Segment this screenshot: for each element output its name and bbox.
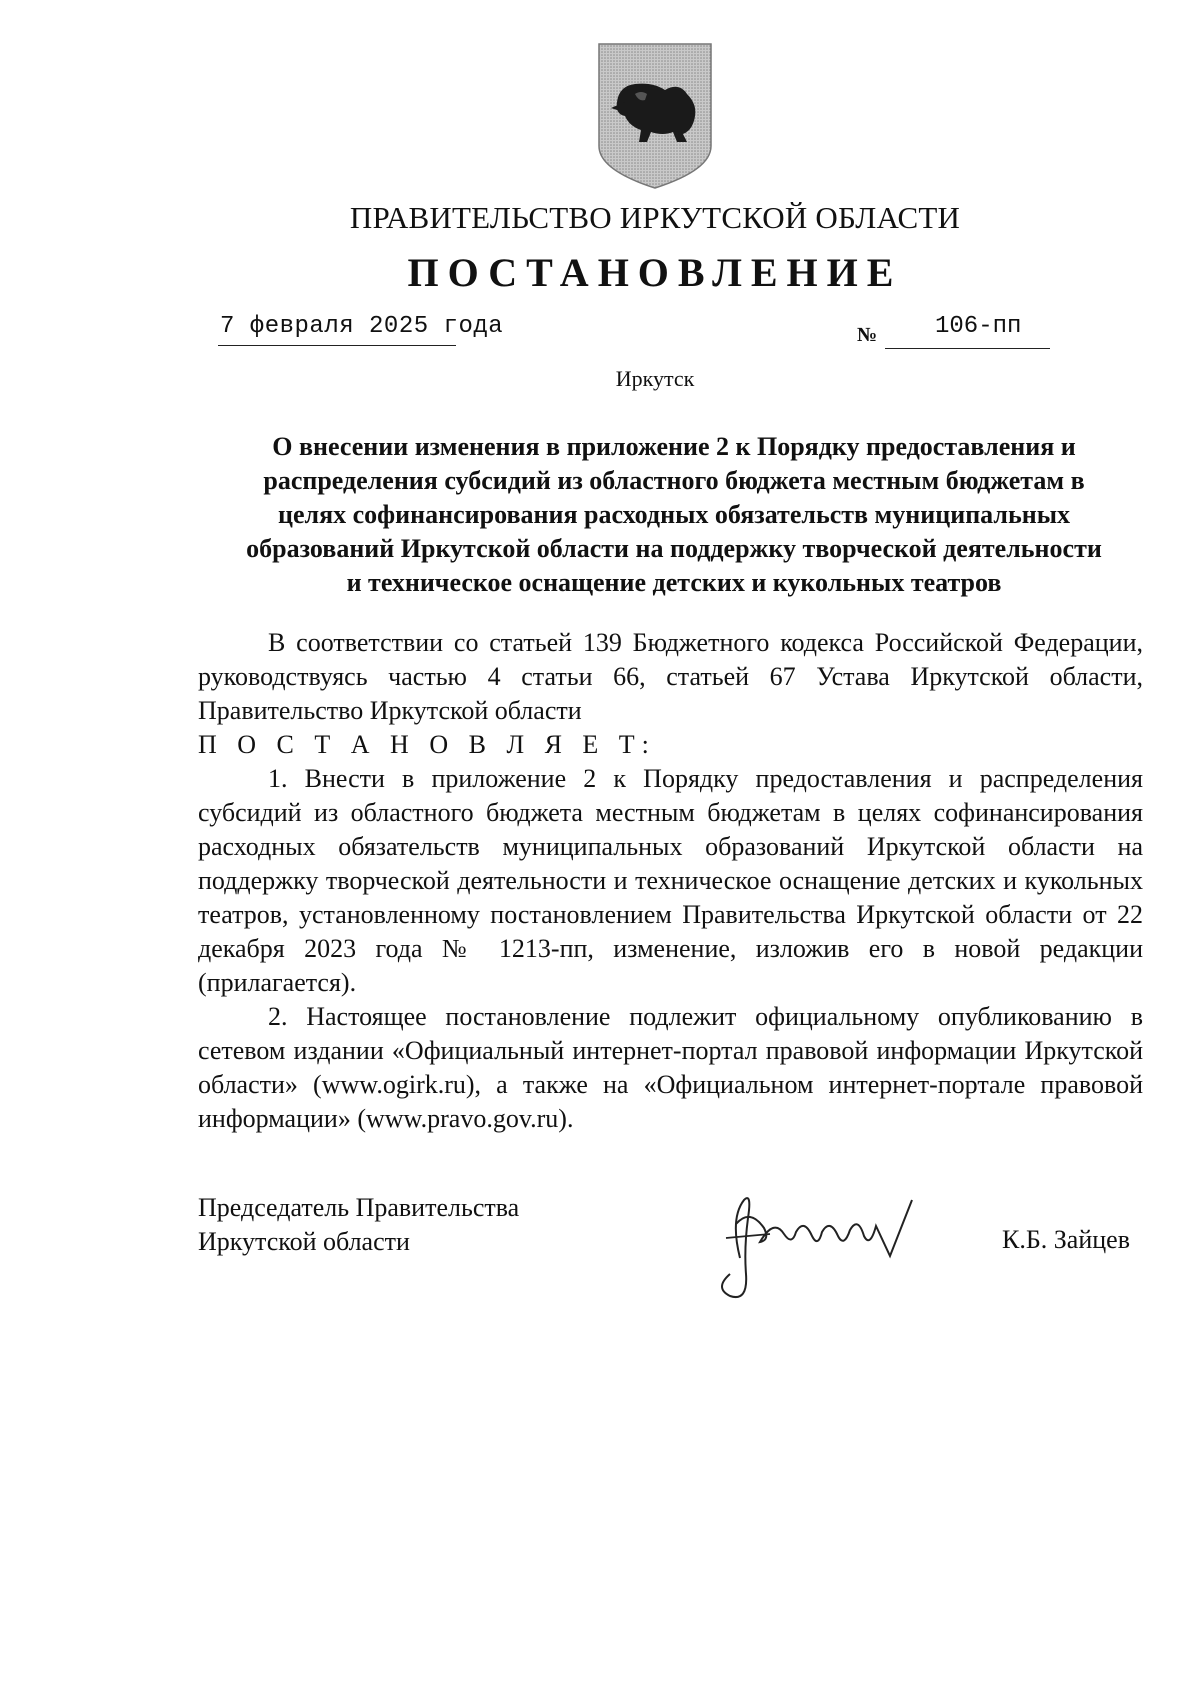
- number-sign: №: [857, 324, 878, 346]
- item-2-paragraph: 2. Настоящее постановление подлежит официальному опубликованию в сетевом издании «Официальный интернет-портал правовой информации Иркутской области» (www.ogirk.ru), а также на «Официальном интернет-портале правовой информации» (www.pravo.gov.ru).: [198, 1002, 1143, 1133]
- government-name: ПРАВИТЕЛЬСТВО ИРКУТСКОЙ ОБЛАСТИ: [349, 200, 961, 235]
- handwritten-signature: [700, 1178, 960, 1310]
- decree-body: [198, 626, 1143, 1136]
- resolves-heading: П О С Т А Н О В Л Я Е Т:: [198, 730, 656, 759]
- decree-number: 106-пп: [935, 313, 1022, 340]
- subject-line: О внесении изменения в приложение 2 к Порядку предоставления и: [272, 432, 1076, 461]
- subject-line: распределения субсидий из областного бюджета местным бюджетам в: [263, 466, 1085, 495]
- signatory-position: [198, 1191, 519, 1259]
- irkutsk-coat-of-arms-icon: [595, 42, 715, 190]
- number-underline: [885, 348, 1050, 349]
- item-1-paragraph: 1. Внести в приложение 2 к Порядку предоставления и распределения субсидий из областного бюджета местным бюджетам в целях софинансирования расходных обязательств муниципальных образований Иркутской области на поддержку творческой деятельности и техническое оснащение детских и кукольных театров, установленному постановлением Правительства Иркутской области от 22 декабря 2023 года № 1213-пп, изменение, изложив его в новой редакции (прилагается).: [198, 764, 1143, 997]
- subject-line: образований Иркутской области на поддержку творческой деятельности: [246, 534, 1102, 563]
- preamble-paragraph: В соответствии со статьей 139 Бюджетного кодекса Российской Федерации, руководствуясь частью 4 статьи 66, статьей 67 Устава Иркутской области, Правительство Иркутской области: [198, 628, 1143, 725]
- subject-line: целях софинансирования расходных обязательств муниципальных: [277, 500, 1071, 529]
- decree-subject: [198, 430, 1150, 600]
- date-underline: [218, 345, 456, 346]
- signatory-name: К.Б. Зайцев: [1002, 1225, 1130, 1254]
- position-line: Председатель Правительства: [198, 1193, 520, 1222]
- document-type-title: ПОСТАНОВЛЕНИЕ: [407, 250, 903, 295]
- subject-line: и техническое оснащение детских и кукольных театров: [346, 568, 1002, 597]
- city-name: Иркутск: [615, 366, 695, 391]
- position-line: Иркутской области: [198, 1227, 410, 1256]
- decree-date: 7 февраля 2025 года: [220, 313, 504, 340]
